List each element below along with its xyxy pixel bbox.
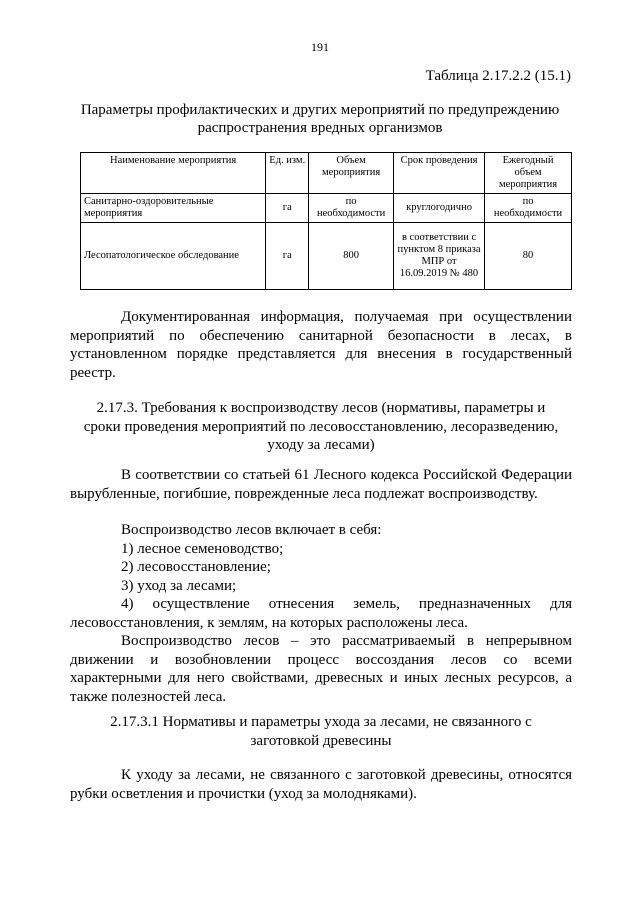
list-item-4-block — [70, 595, 572, 632]
paragraph-process — [70, 632, 572, 706]
header-annual-volume: Ежегодный объем мероприятия — [485, 153, 572, 194]
table-title — [70, 101, 570, 137]
section-heading-line-2: заготовкой древесины — [250, 732, 392, 749]
table-cell: га — [266, 223, 309, 290]
table-cell: круглогодично — [394, 194, 485, 223]
table-cell: 800 — [309, 223, 394, 290]
header-term: Срок проведения — [394, 153, 485, 194]
table-cell: в соответствии с пунктом 8 приказа МПР от 16.09.2019 № 480 — [394, 223, 485, 290]
table-cell: га — [266, 194, 309, 223]
list-item: 2) лесовосстановление; — [121, 559, 271, 575]
table-header-row — [81, 153, 572, 194]
section-heading-line-1: 2.17.3. Требования к воспроизводству лесов (нормативы, параметры и — [96, 400, 546, 416]
list-item: 4) осуществление отнесения земель, предназначенных для лесовосстановления, к землям, на которых расположены леса. — [70, 596, 572, 631]
table-cell: по необходимости — [309, 194, 394, 223]
parameters-table — [80, 152, 572, 290]
table-cell: 80 — [485, 223, 572, 290]
table-title-line-1: Параметры профилактических и других мероприятий по предупреждению — [80, 102, 560, 118]
header-activity-name: Наименование мероприятия — [81, 153, 266, 194]
table-caption: Таблица 2.17.2.2 (15.1) — [425, 68, 571, 84]
paragraph-article-61 — [70, 466, 572, 503]
table-cell: Лесопатологическое обследование — [81, 223, 266, 290]
section-heading-line-1: 2.17.3.1 Нормативы и параметры ухода за лесами, не связанного с — [110, 714, 532, 730]
header-volume: Объем мероприятия — [309, 153, 394, 194]
paragraph-documented-info — [70, 308, 572, 382]
section-heading-line-3: уходу за лесами) — [267, 437, 375, 453]
section-heading-line-2: сроки проведения мероприятий по лесовосстановлению, лесоразведению, — [83, 418, 559, 435]
table-title-line-2: распространения вредных организмов — [197, 120, 443, 136]
table-cell: Санитарно-оздоровительные мероприятия — [81, 194, 266, 223]
table-row — [81, 223, 572, 290]
paragraph-text: Воспроизводство лесов включает в себя: — [121, 522, 382, 538]
table-cell: по необходимости — [485, 194, 572, 223]
page-number: 191 — [311, 40, 329, 54]
paragraph-text: К уходу за лесами, не связанного с заготовкой древесины, относятся рубки осветления и прочистки (уход за молодняками). — [70, 767, 572, 802]
table-row — [81, 194, 572, 223]
list-item: 1) лесное семеноводство; — [121, 540, 284, 557]
paragraph-care — [70, 766, 572, 803]
paragraph-text: В соответствии со статьей 61 Лесного кодекса Российской Федерации вырубленные, погибшие, поврежденные леса подлежат воспроизводству. — [70, 467, 572, 502]
paragraph-text: Воспроизводство лесов – это рассматриваемый в непрерывном движении и возобновлении процесс воссоздания лесов со всеми характерными для него свойствами, древесных и иных лесных ресурсов, а также полезностей леса. — [70, 633, 572, 705]
paragraph-text: Документированная информация, получаемая при осуществлении мероприятий по обеспечению санитарной безопасности в лесах, в установленном порядке представляется для внесения в государственный реестр. — [70, 309, 572, 381]
section-heading-2-17-3 — [70, 399, 572, 455]
section-heading-2-17-3-1 — [70, 713, 572, 750]
reproduction-includes — [70, 521, 572, 595]
list-item: 3) уход за лесами; — [121, 577, 237, 594]
header-unit: Ед. изм. — [266, 153, 309, 194]
